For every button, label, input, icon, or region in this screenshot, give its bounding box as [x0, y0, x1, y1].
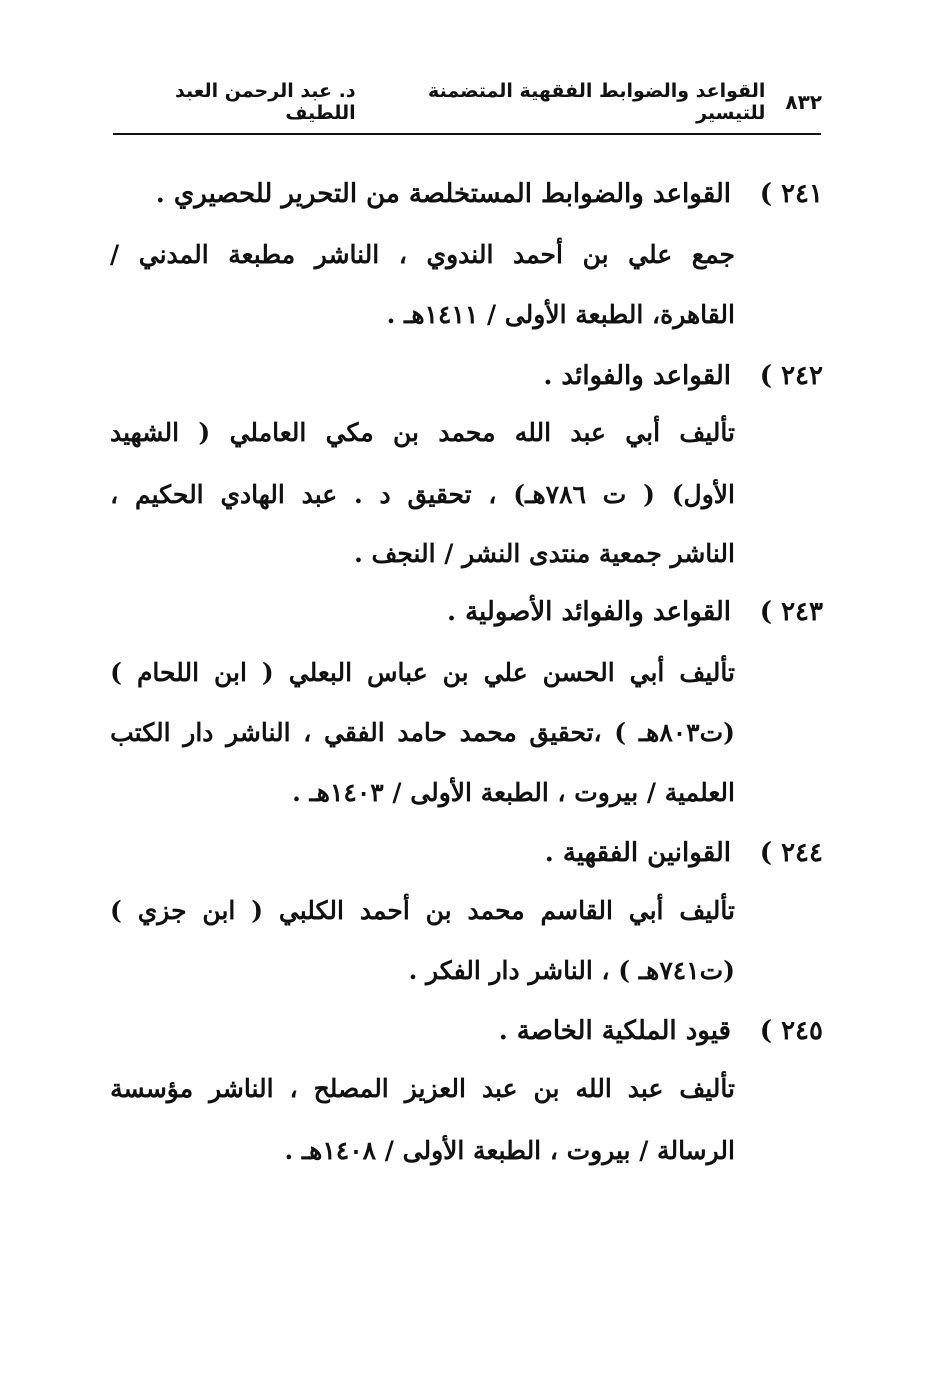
- entry-title-245: [123, 1011, 823, 1051]
- word: ابن: [214, 657, 247, 687]
- word: علي: [483, 657, 528, 687]
- book-title: القواعد والضوابط الفقهية المتضمنة للتيسير: [428, 80, 766, 124]
- entry-line: [110, 232, 735, 276]
- word: ،: [289, 1073, 298, 1103]
- word: بن: [442, 657, 469, 687]
- word: ): [614, 717, 627, 747]
- word: الأول): [671, 479, 735, 509]
- word: ت: [602, 479, 627, 509]
- page-number: ٨٣٢: [785, 90, 822, 114]
- word: ،: [303, 717, 312, 747]
- word: الكلبي: [278, 895, 344, 925]
- entry-number: ٢٤١ ): [759, 179, 823, 209]
- word: (: [261, 657, 274, 687]
- word: (: [198, 417, 211, 447]
- entry-title-text: قيود الملكية الخاصة .: [498, 1016, 731, 1046]
- word: المصلح: [313, 1073, 389, 1103]
- word: الله: [514, 417, 552, 447]
- word: أبي: [625, 417, 661, 447]
- word: البعلي: [288, 657, 353, 687]
- entry-line: القاهرة، الطبعة الأولى / ١٤١١هـ .: [386, 299, 735, 329]
- word: ،: [110, 479, 119, 509]
- word: الناشر: [226, 717, 291, 747]
- word: أحمد: [512, 239, 563, 269]
- word: تأليف: [679, 417, 735, 447]
- word: المدني: [138, 239, 209, 269]
- word: أبي: [628, 895, 664, 925]
- word: العاملي: [229, 417, 307, 447]
- word: القاسم: [540, 895, 613, 925]
- entry-line: [110, 650, 735, 694]
- word: الهادي: [220, 479, 285, 509]
- word: دار: [183, 717, 214, 747]
- author-name: د. عبد الرحمن العبد اللطيف: [175, 80, 356, 124]
- word: الناشر: [209, 1073, 274, 1103]
- entry-title-text: القواعد والفوائد الأصولية .: [447, 597, 731, 627]
- word: الفقي: [323, 717, 385, 747]
- word: جمع: [691, 239, 735, 269]
- word: الندوي: [426, 239, 494, 269]
- word: عبد: [570, 417, 606, 447]
- word: الحسن: [542, 657, 615, 687]
- word: عبد: [627, 1073, 664, 1103]
- entry-line: [110, 710, 735, 754]
- word: بن: [582, 239, 609, 269]
- word: تأليف: [679, 657, 735, 687]
- entry-line: الرسالة / بيروت ، الطبعة الأولى / ١٤٠٨هـ .: [284, 1135, 735, 1165]
- entry-line: (ت٧٤١هـ ) ، الناشر دار الفكر .: [408, 955, 735, 985]
- entry-number: ٢٤٢ ): [759, 361, 823, 391]
- word: جزي: [137, 895, 187, 925]
- word: أبي: [629, 657, 665, 687]
- entry-title-244: [123, 833, 823, 873]
- word: ابن: [202, 895, 236, 925]
- entry-title-241: [123, 174, 823, 214]
- word: الشهيد: [110, 417, 180, 447]
- entry-line: [110, 410, 735, 454]
- running-header: [100, 82, 822, 122]
- entry-title-243: [123, 592, 823, 632]
- word: بن: [393, 417, 420, 447]
- word: مكي: [325, 417, 374, 447]
- word: الناشر: [314, 239, 380, 269]
- entry-line: العلمية / بيروت ، الطبعة الأولى / ١٤٠٣هـ .: [292, 777, 735, 807]
- word: ،تحقيق: [529, 717, 602, 747]
- entry-title-242: [123, 356, 823, 396]
- word: اللحام: [136, 657, 200, 687]
- word: حامد: [397, 717, 447, 747]
- word: أحمد: [359, 895, 410, 925]
- word: الله: [575, 1073, 612, 1103]
- word: ٧٨٦هـ): [513, 479, 586, 509]
- word: عباس: [367, 657, 428, 687]
- word: .: [354, 479, 363, 509]
- word: محمد: [438, 417, 496, 447]
- entry-title-text: القوانين الفقهية .: [544, 838, 731, 868]
- entry-line: [110, 888, 735, 932]
- word: علي: [628, 239, 673, 269]
- word: د: [379, 479, 391, 509]
- header-rule: [113, 133, 821, 135]
- word: (: [251, 895, 264, 925]
- word: محمد: [467, 895, 525, 925]
- header-right-group: [356, 80, 822, 124]
- word: الحكيم: [134, 479, 204, 509]
- word: العزيز: [404, 1073, 466, 1103]
- entry-line: الناشر جمعية منتدى النشر / النجف .: [354, 538, 735, 568]
- word: تأليف: [679, 895, 735, 925]
- entry-line: [110, 1066, 735, 1110]
- entry-title-text: القواعد والضوابط المستخلصة من التحرير للحصيري .: [155, 179, 731, 209]
- word: ،: [488, 479, 497, 509]
- word: ،: [398, 239, 407, 269]
- word: عبد: [481, 1073, 518, 1103]
- word: الكتب: [110, 717, 171, 747]
- word: مؤسسة: [110, 1073, 194, 1103]
- entry-number: ٢٤٤ ): [759, 838, 823, 868]
- word: بن: [425, 895, 452, 925]
- entry-title-text: القواعد والفوائد .: [543, 361, 731, 391]
- word: محمد: [459, 717, 517, 747]
- word: تأليف: [679, 1073, 735, 1103]
- entry-line: [110, 472, 735, 516]
- word: ): [110, 657, 122, 687]
- entry-number: ٢٤٣ ): [759, 597, 823, 627]
- word: بن: [533, 1073, 560, 1103]
- word: مطبعة: [228, 239, 296, 269]
- word: /: [110, 239, 120, 269]
- word: تحقيق: [407, 479, 472, 509]
- word: (: [643, 479, 655, 509]
- word: (ت٨٠٣هـ: [638, 717, 735, 747]
- word: عبد: [301, 479, 338, 509]
- entry-number: ٢٤٥ ): [759, 1016, 823, 1046]
- word: ): [110, 895, 122, 925]
